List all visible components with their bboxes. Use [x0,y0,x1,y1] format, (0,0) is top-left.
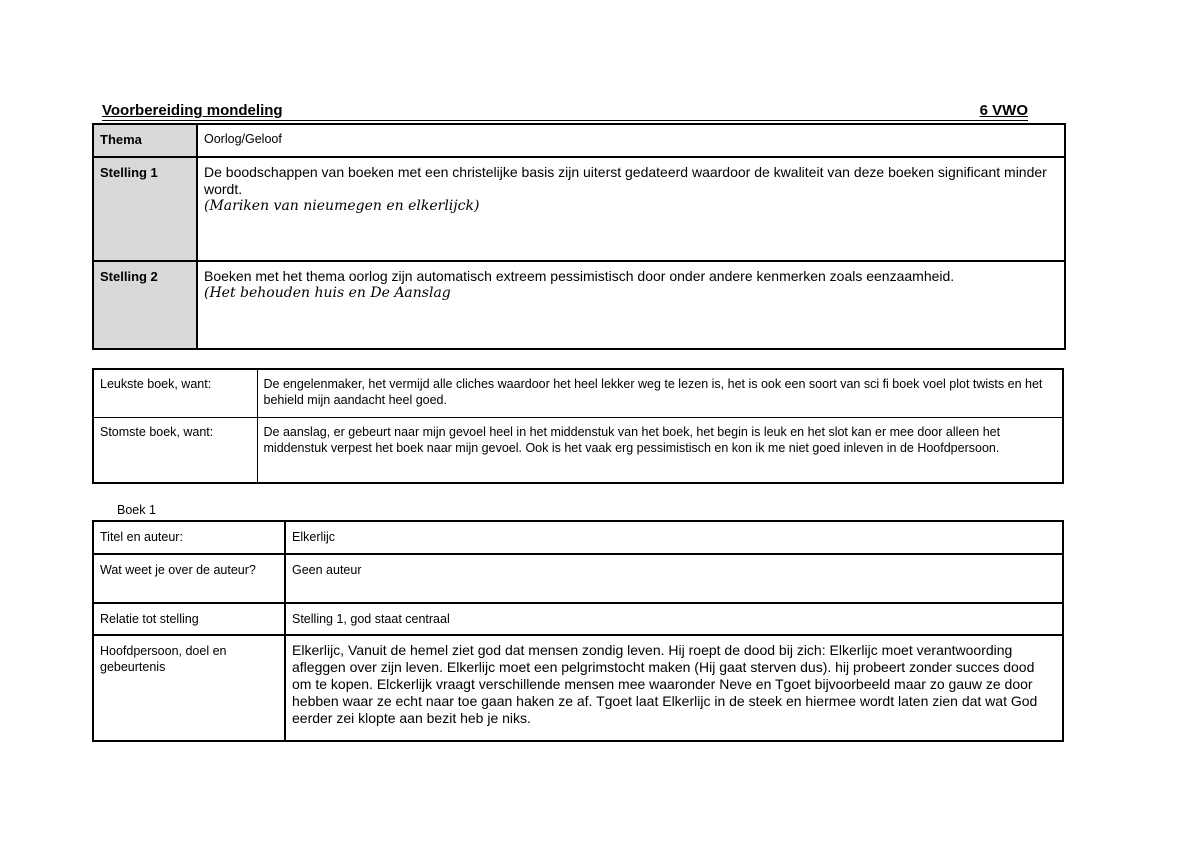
document-title: Voorbereiding mondeling [102,102,283,119]
table-row-thema [93,124,1065,157]
thema-value: Oorlog/Geloof [197,124,1065,157]
boek-1-heading: Boek 1 [117,503,156,517]
hoofdpersoon-label: Hoofdpersoon, doel en gebeurtenis [93,635,285,741]
stelling-2-cell [197,261,1065,349]
titel-value: Elkerlijc [285,521,1063,554]
auteur-value: Geen auteur [285,554,1063,603]
leukste-boek-label: Leukste boek, want: [93,369,257,417]
stomste-boek-text: De aanslag, er gebeurt naar mijn gevoel heel in het middenstuk van het boek, het begin is leuk en het slot kan er mee door alleen het middenstuk verpest het boek naar mijn gevoel. Ook is het vaak erg pessimistisch en kon ik me niet goed inleven in de Hoofdpersoon. [257,417,1063,483]
stelling-2-label: Stelling 2 [93,261,197,349]
thema-label: Thema [93,124,197,157]
stelling-1-label: Stelling 1 [93,157,197,261]
table-row-relatie [93,603,1063,635]
relatie-value: Stelling 1, god staat centraal [285,603,1063,635]
titel-label: Titel en auteur: [93,521,285,554]
boek-1-table [92,520,1064,742]
stelling-1-text: De boodschappen van boeken met een christelijke basis zijn uiterst gedateerd waardoor de kwaliteit van deze boeken significant minder wordt. [204,164,1047,197]
table-row-leukste-boek [93,369,1063,417]
auteur-label: Wat weet je over de auteur? [93,554,285,603]
page-header [102,102,1028,121]
table-row-auteur [93,554,1063,603]
leukste-boek-text: De engelenmaker, het vermijd alle cliches waardoor het heel lekker weg te lezen is, het is ook een soort van sci fi boek voel plot twists en het behield mijn aandacht heel goed. [257,369,1063,417]
stellingen-table [92,123,1066,350]
stelling-1-cell [197,157,1065,261]
relatie-label: Relatie tot stelling [93,603,285,635]
stomste-boek-label: Stomste boek, want: [93,417,257,483]
table-row-stomste-boek [93,417,1063,483]
hoofdpersoon-value: Elkerlijc, Vanuit de hemel ziet god dat mensen zondig leven. Hij roept de dood bij zich: Elkerlijc moet verantwoording afleggen over zijn leven. Elkerlijc moet een pelgrimstocht maken (Hij gaat sterven dus). hij probeert zonder succes dood om te kopen. Elckerlijk vraagt verschillende mensen mee waaronder Neve en Tgoet bijvoorbeeld maar zo gauw ze door hebben waar ze echt naar toe gaan haken ze af. Tgoet laat Elkerlijc in de steek en hiermee wordt laten zien dat wat God eerder zei klopte aan bezit heb je niks. [285,635,1063,741]
table-row-hoofdpersoon [93,635,1063,741]
opinion-table [92,368,1064,484]
class-label: 6 VWO [979,102,1028,119]
table-row-stelling-2 [93,261,1065,349]
table-row-stelling-1 [93,157,1065,261]
table-row-titel [93,521,1063,554]
stelling-1-reference: (Mariken van nieumegen en elkerlijck) [204,198,480,214]
stelling-2-text: Boeken met het thema oorlog zijn automatisch extreem pessimistisch door onder andere kenmerken zoals eenzaamheid. [204,268,955,284]
stelling-2-reference: (Het behouden huis en De Aanslag [204,285,451,301]
